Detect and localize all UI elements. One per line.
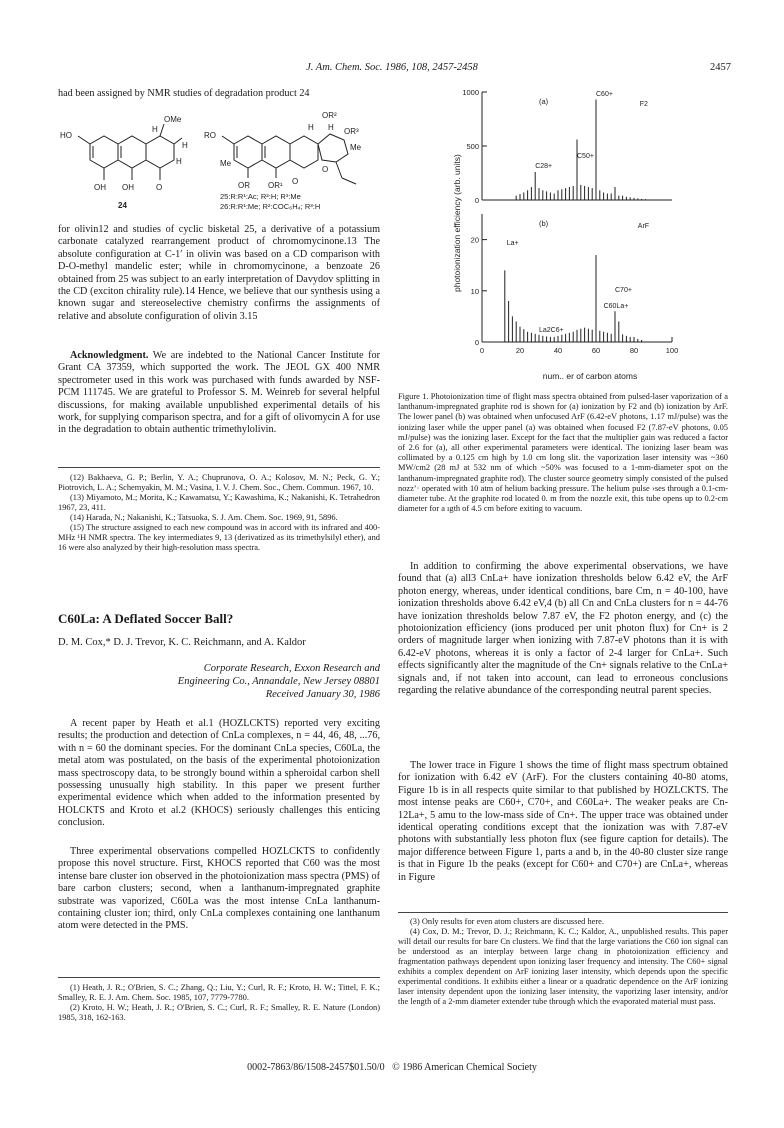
label-h1: H — [152, 125, 158, 134]
footnote-divider-a — [58, 467, 380, 468]
x-tick-label-5: 100 — [665, 346, 679, 355]
footer-code: 0002-7863/86/1508-2457$01.50/0 — [247, 1062, 385, 1073]
affiliation-line-2: Engineering Co., Annandale, New Jersey 08801 — [177, 676, 380, 687]
running-head: J. Am. Chem. Soc. 1986, 108, 2457-2458 — [306, 62, 478, 73]
figure-1-chart — [440, 82, 710, 387]
label-or: OR — [238, 181, 250, 190]
ack-text: We are indebted to the National Cancer Institute for Grant CA 37359, which supported the work. The JEOL GX 400 NMR spectrometer used in this work was purchased with funds awarded by NSF-PCM 111745. We are grateful to Professor S. M. Weinreb for several helpful discussions, for making available unpublished experimental details of his work, for supplying comparison spectra, and for a gift of olivomycin A for use in the degradation to obtain authentic trimethylolivin. — [58, 350, 380, 436]
peak-label-c60: C60+ — [596, 91, 613, 98]
label-oh1: OH — [94, 183, 106, 192]
label-me1: Me — [350, 143, 362, 152]
label-h3: H — [182, 141, 188, 150]
peak-label-c70: C70+ — [615, 287, 632, 294]
structure-24 — [78, 124, 182, 180]
y-tick-label-a-0: 0 — [474, 196, 479, 205]
paragraph-olivin: for olivin12 and studies of cyclic bisketal 25, a derivative of a potassium carbonate catalyzed rearrangement product of chromomycinone.13 The absolute configuration at C-1′ in olivin was based on a CD comparison with D-O-methyl mandelic ester; while in chromomycinone, a benzoate 26 obtained from 25 was subject to an early interpretation of Davydov splitting in the CD (exciton chirality rule).14 Hence, we believe that our synthesis using a known sugar and stereoselective chemistry confirms the assignments of relative and absolute configuration of olivin 3.15 — [58, 224, 380, 322]
caption-25: 25:R:R¹:Ac; R²:H; R³:Me — [220, 192, 301, 201]
footnote-14: (14) Harada, N.; Nakanishi, K.; Tatsuoka, S. J. Am. Chem. Soc. 1969, 91, 5896. — [70, 513, 338, 522]
peak-label-c28: C28+ — [535, 163, 553, 170]
label-or1: OR¹ — [268, 181, 283, 190]
affiliation — [58, 662, 380, 701]
paragraph-observations: Three experimental observations compelled HOZLCKTS to confidently propose this novel structure. First, KHOCS reported that C60 was the most intense bare cluster ion observed in the photoionization mass spectra (PMS) of bare carbon clusters; second, when a lanthanum-impregnated graphite substrate was vaporized, C60La was the most intense CnLa lanthanum-containing cluster ion; third, only CnLa complexes containing one lanthanum atom were detected in the PMS. — [58, 846, 380, 932]
footnotes-right — [398, 917, 728, 1007]
footnote-divider-b — [58, 977, 380, 978]
footnote-1: (1) Heath, J. R.; O'Brien, S. C.; Zhang, Q.; Liu, Y.; Curl, R. F.; Kroto, H. W.; Tittel, F. K.; Smalley, R. E. J. Am. Chem. Soc. 1985, 107, 7779-7780. — [58, 983, 380, 1002]
label-oh2: OH — [122, 183, 134, 192]
label-o: O — [156, 183, 163, 192]
footnote-12: (12) Bakhaeva, G. P.; Berlin, Y. A.; Chuprunova, O. A.; Kolosov, M. N.; Peck, G. Y.; Piotrovich, L. A.; Schemyakin, M. M.; Vasina, I. V. J. Chem. Soc., Chem. Commun. 1967, 10. — [58, 473, 380, 492]
label-ome: OMe — [164, 115, 182, 124]
peak-label-f2: F2 — [639, 101, 648, 108]
label-or3: OR³ — [344, 127, 359, 136]
x-tick-label-3: 60 — [591, 346, 601, 355]
y-tick-label-b-1: 10 — [470, 286, 479, 296]
intro-line: had been assigned by NMR studies of degradation product 24 — [58, 88, 310, 99]
label-h5: H — [328, 123, 334, 132]
label-h4: H — [308, 123, 314, 132]
footnotes-b — [58, 983, 380, 1023]
footnote-3: (3) Only results for even atom clusters are discussed here. — [410, 917, 604, 926]
footnote-2: (2) Kroto, H. W.; Heath, J. R.; O'Brien, S. C.; Curl, R. F.; Smalley, R. E. Nature (London) 1985, 318, 162-163. — [58, 1003, 380, 1022]
x-axis-label: num.. er of carbon atoms — [542, 371, 638, 381]
footnote-13: (13) Miyamoto, M.; Morita, K.; Kawamatsu, Y.; Kawashima, K.; Nakanishi, K. Tetrahedron 1967, 23, 411. — [58, 493, 380, 512]
page-footer — [0, 1062, 784, 1073]
authors: D. M. Cox,* D. J. Trevor, K. C. Reichmann, and A. Kaldor — [58, 637, 306, 648]
footer-copyright: © 1986 American Chemical Society — [392, 1062, 537, 1073]
panel-label-b: (b) — [539, 219, 549, 228]
label-h2: H — [176, 157, 182, 166]
paragraph-lower-trace: The lower trace in Figure 1 shows the time of flight mass spectrum obtained for ionization with 6.42 eV (ArF). For the clusters containing 40-80 atoms, Figure 1b is in all respects quite similar to that published by HOZLCKTS. The most intense peaks are C60+, C70+, and C60La+. The weaker peaks are Cn-12La+, 5 amu to the low-mass side of Cn+. The upper trace was obtained under identical operating conditions except that the ionization was with 7.87-eV photons with substantially less photon flux (see figure caption for details). The major difference between Figure 1, parts a and b, in the 40-80 cluster size range is that in Figure 1b the peaks (except for C60+ and C70+) are CnLa+, whereas in Figure — [398, 760, 728, 883]
acknowledgment — [58, 350, 380, 437]
y-tick-label-a-2: 1000 — [462, 88, 479, 97]
peak-label-c60la: C60La+ — [603, 303, 629, 310]
footnote-4: (4) Cox, D. M.; Trevor, D. J.; Reichmann, K. C.; Kaldor, A., unpublished results. This paper will detail our results for bare Cn clusters. We find that the large variations the C60 ion signal can be understood as an interplay between large chang in photoionization efficiency and fragmentation pathways dependent upon ionizing laser frequency and intensity. The C60+ signal exhibits a complex dependent on ArF ionizing laser intensity, which depends upon the specific experimental conditions. It exhibits either a linear or a quadratic dependence on the ArF ionizing laser intensity dependent upon the ionizing laser intensity, the vaporizing laser intensity, and/or the length of a 2-mm diameter extender tube through which the evaporated material must pass. — [398, 927, 728, 1006]
caption-26: 26:R:R¹:Me; R²:COC₆H₄; R³:H — [220, 202, 321, 211]
peak-label-la2c6: La2C6+ — [539, 327, 564, 334]
label-o2: O — [292, 177, 299, 186]
label-ho: HO — [60, 131, 72, 140]
y-tick-label-b-0: 0 — [474, 338, 479, 347]
y-tick-label-a-1: 500 — [466, 142, 479, 151]
x-tick-label-0: 0 — [479, 346, 485, 355]
x-tick-label-2: 40 — [553, 346, 563, 355]
laser-label-arf: ArF — [637, 223, 650, 230]
label-ro: RO — [204, 131, 216, 140]
structure-25 — [222, 134, 356, 184]
y-axis-label: photoionization efficiency (arb. units) — [452, 154, 462, 292]
panel-label-a: (a) — [539, 97, 549, 106]
label-or2: OR² — [322, 111, 337, 120]
footnote-divider-c — [398, 912, 728, 913]
page-number: 2457 — [710, 62, 731, 73]
x-tick-label-1: 20 — [515, 346, 525, 355]
paragraph-intro: A recent paper by Heath et al.1 (HOZLCKTS) reported very exciting results; the production and detection of CnLa complexes, n = 44, 46, 48, ...76, with n = 60 the dominant species. For the dominant CnLa species, C60La, the metal atom was postulated, on the basis of the experimental photoionization mass spectroscopy data, to be strongly bound within a spheroidal carbon shell possessing unusually high stability. In this paper we present further experimental evidence which when added to the information presented by HOLCKTS and Kroto et al.2 (KHOCS) seriously challenges this enticing conclusion. — [58, 718, 380, 829]
article-title: C60La: A Deflated Soccer Ball? — [58, 611, 234, 626]
chemical-structures — [60, 104, 380, 214]
peak-label-c50: C50+ — [577, 153, 594, 160]
footnotes-a — [58, 473, 380, 553]
affiliation-line-1: Corporate Research, Exxon Research and — [203, 663, 380, 674]
label-o3: O — [322, 165, 329, 174]
x-tick-label-4: 80 — [629, 346, 639, 355]
figure-caption: Figure 1. Photoionization time of flight mass spectra obtained from pulsed-laser vaporization of a lanthanum-impregnated graphite rod is shown for (a) ionization by F2 and (b) ionization by ArF. The lower panel (b) was obtained when unfocused ArF (6.42-eV photons, 1.17 mJ/pulse) was the ionizing laser while the upper panel (a) was obtained when focused F2 (7.87-eV photons, 0.05 mJ/pulse) was the ionizing laser. Except for the fact that the multiplier gain was reduced a factor of 2.6 for (a), all other experimental parameters were identical. The ionizing laser beam was collimated by a 0.125 cm high by 1.0 cm long slit. the vaporization laser intensity was ~360 MW/cm2 (28 mJ at 532 nm of which ~50% was focused to a 1-mm-diameter spot on the lanthanum-impregnated graphite rod). The cluster source geometry simply consisted of the pulsed nozz’· operated with 10 atm of helium backing pressure. The helium pulse ›ses through a 0.1-cm-diameter tube. At the graphite rod located 0. m from the nozzle exit, this tube opens up to 0.2-cm diameter for a ıgth of 4.5 cm before exiting to vacuum. — [398, 392, 728, 514]
label-me2: Me — [220, 159, 232, 168]
ack-label: Acknowledgment. — [70, 350, 149, 361]
structure-24-number: 24 — [118, 201, 127, 210]
y-tick-label-b-2: 20 — [470, 235, 479, 245]
paragraph-confirmation: In addition to confirming the above experimental observations, we have found that (a) all3 CnLa+ have ionization thresholds below 6.42 eV, the ArF photon energy, whereas, under identical conditions, bare Cm, n = 40-100, have ionization thresholds above 6.42 eV,4 (b) all Cn and CnLa clusters for n = 44-76 have ionization thresholds below 7.87 eV, the F2 photon energy, and (c) the photoionization efficiency (ions produced per unit photon flux) for Cn+ is 2 orders of magnitude larger when ionizing with 7.87-eV photons than it is with 6.42-eV photons, whereas it is only a factor of 2-4 larger for CnLa+. Such effects significantly alter the magnitude of the Cn+ signals relative to the CnLa+ signals and, if not taken into account, can lead to erroneous conclusions regarding the relative abundance of the corresponding neutral parent species. — [398, 561, 728, 697]
peak-label-la: La+ — [506, 240, 519, 247]
footnote-15: (15) The structure assigned to each new compound was in accord with its infrared and 400-MHz ¹H NMR spectra. The key intermediates 9, 13 (derivatized as its trimethylsilyl ether), and 16 were also analyzed by their high-resolution mass spectra. — [58, 523, 380, 552]
received-date: Received January 30, 1986 — [265, 689, 380, 700]
